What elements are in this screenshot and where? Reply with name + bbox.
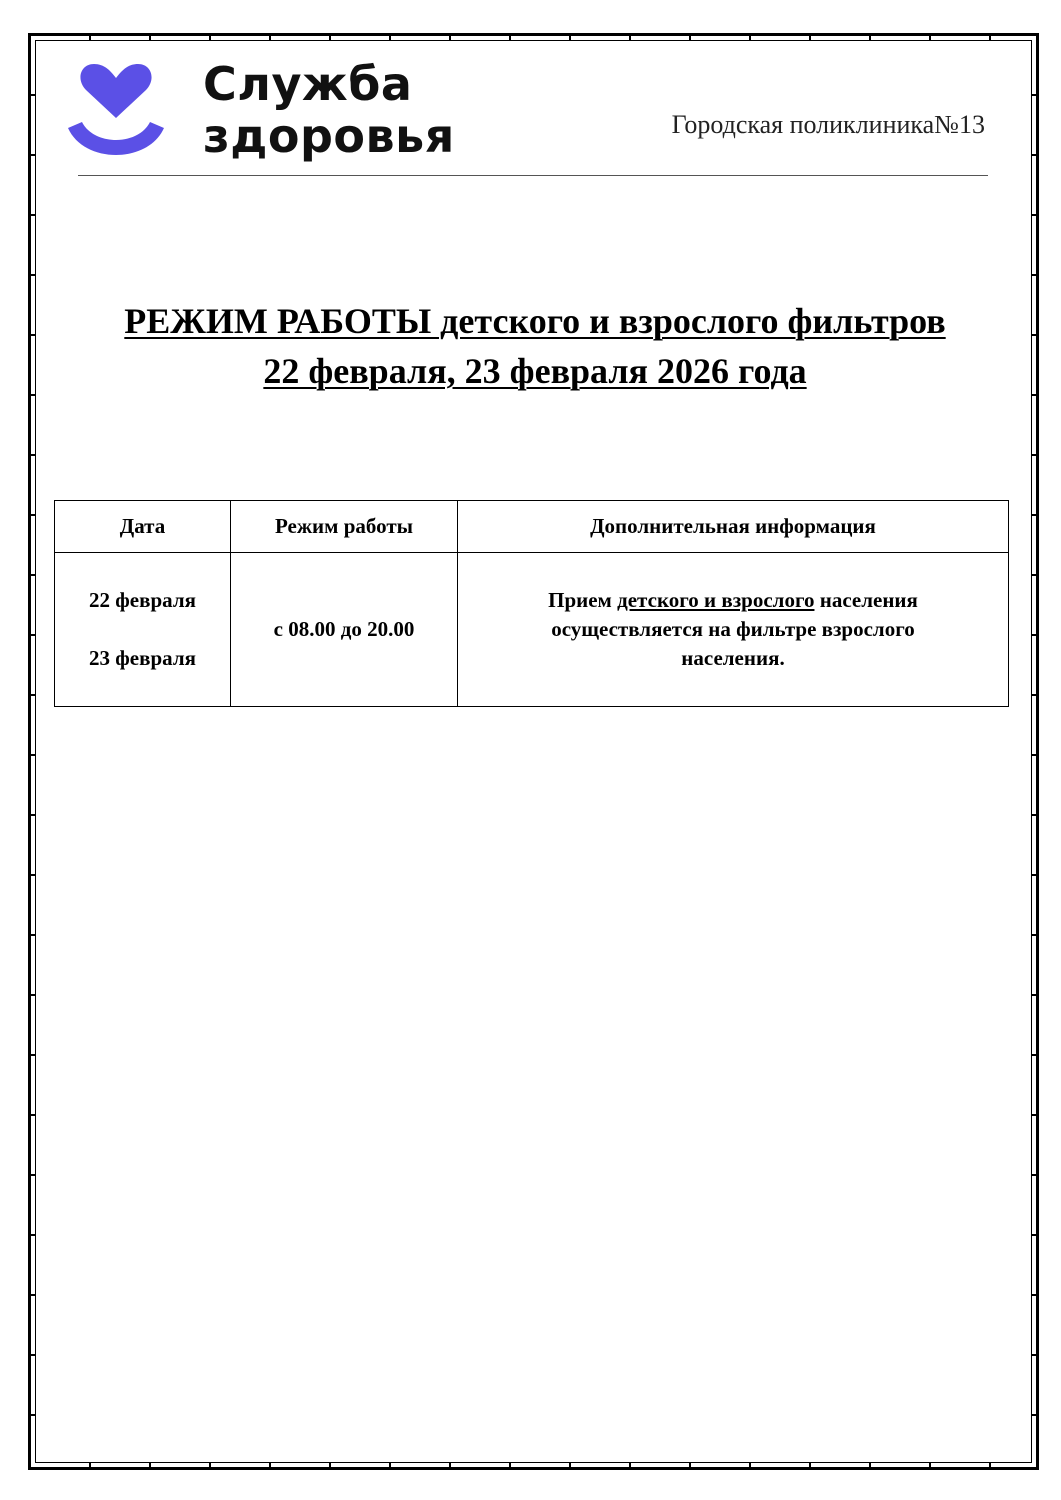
table-header-row [55, 501, 1009, 553]
date-1: 22 февраля [89, 588, 196, 612]
logo-line-2: здоровья [203, 109, 455, 163]
frame-ticks-right [1032, 36, 1038, 1467]
cell-dates [55, 553, 231, 707]
title-line-1: РЕЖИМ РАБОТЫ детского и взрослого фильтров [124, 301, 946, 341]
frame-ticks-bottom [31, 1463, 1036, 1469]
info-prefix: Прием [548, 588, 618, 612]
schedule-table [54, 500, 1009, 707]
title-line-2: 22 февраля, 23 февраля 2026 года [263, 351, 807, 391]
logo-line-1: Служба [203, 57, 413, 111]
column-header-hours: Режим работы [231, 501, 458, 553]
column-header-info: Дополнительная информация [458, 501, 1009, 553]
heart-smile-logo-icon [60, 60, 172, 162]
table-row [55, 553, 1009, 707]
info-suffix: населения осуществляется на фильтре взрослого населения. [551, 588, 918, 670]
cell-hours: с 08.00 до 20.00 [231, 553, 458, 707]
date-2: 23 февраля [89, 646, 196, 670]
column-header-date: Дата [55, 501, 231, 553]
page-title [40, 296, 1030, 396]
header-divider [78, 175, 988, 176]
logo-wordmark [203, 58, 455, 162]
cell-info [458, 553, 1009, 707]
info-underlined: детского и взрослого [617, 588, 815, 612]
page-frame-inner [35, 40, 1032, 1463]
clinic-name: Городская поликлиника№13 [671, 110, 985, 139]
frame-ticks-top [31, 34, 1036, 40]
frame-ticks-left [29, 36, 35, 1467]
